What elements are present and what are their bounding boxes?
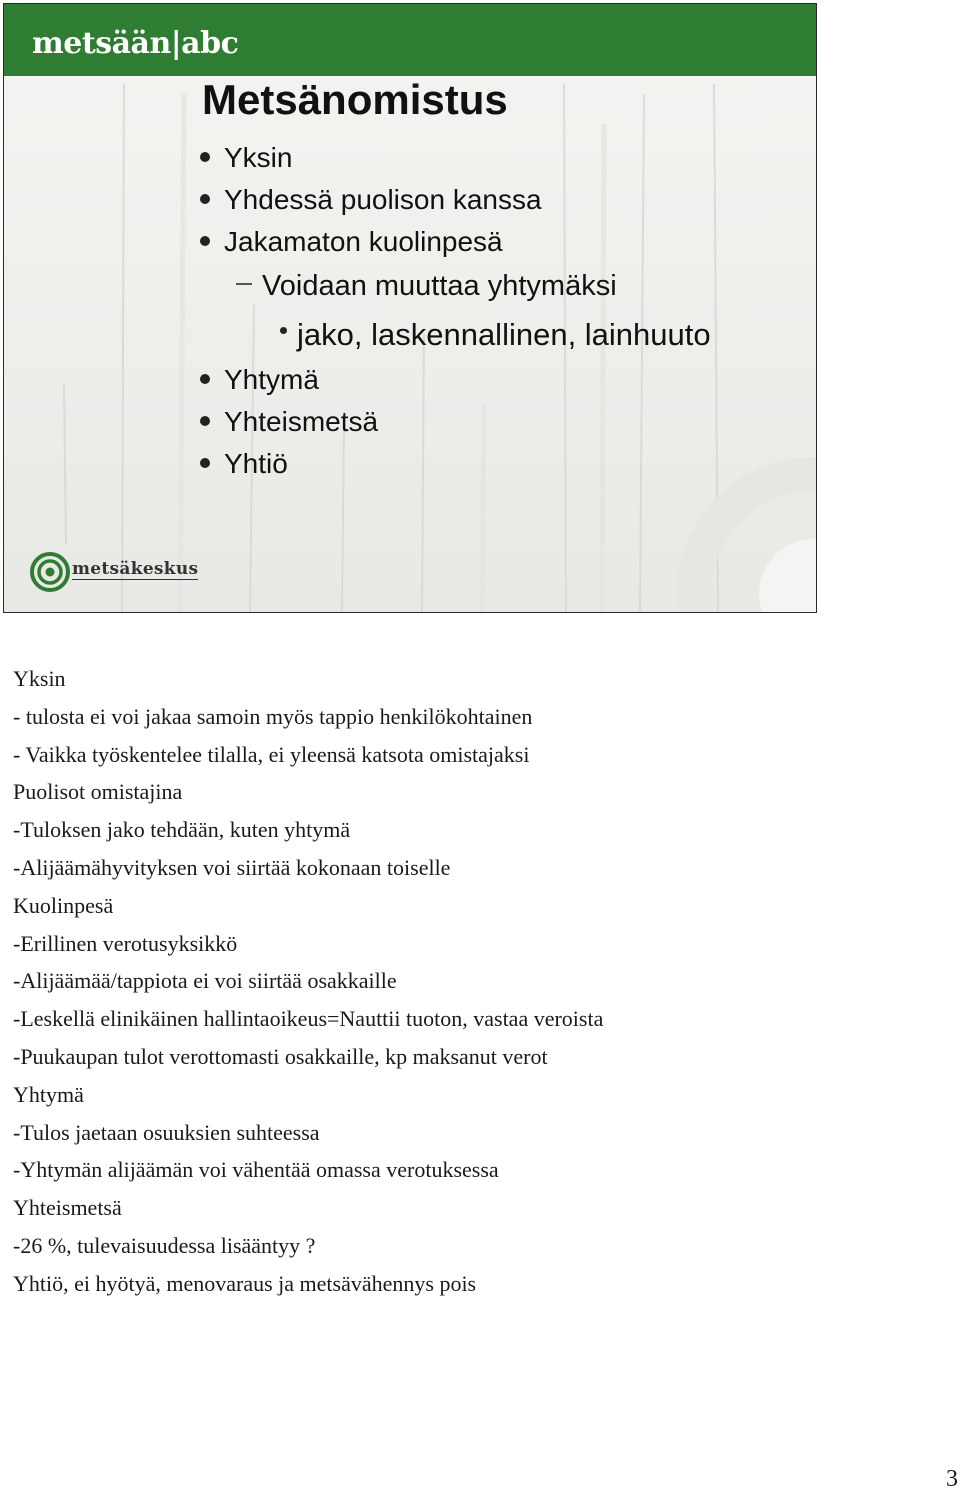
bullet-dot-icon — [200, 458, 210, 468]
note-line: -Yhtymän alijäämän voi vähentää omassa verotuksessa — [13, 1157, 499, 1183]
bullet-dot-icon — [200, 374, 210, 384]
speaker-notes — [13, 660, 913, 1303]
slide-bullet-6: Yhtiö — [200, 448, 288, 480]
note-line: Yksin — [13, 666, 66, 691]
note-line: Kuolinpesä — [13, 892, 114, 918]
note-line: -Erillinen verotusyksikkö — [13, 930, 238, 956]
metsakeskus-logo-text: metsäkeskus — [72, 559, 199, 579]
slide-header-bar — [4, 4, 816, 76]
bullet-dot-icon — [200, 416, 210, 426]
note-line: - Vaikka työskentelee tilalla, ei yleensä katsota omistajaksi — [13, 741, 530, 767]
note-line: Yhteismetsä — [13, 1195, 122, 1221]
slide-bullet-4: Yhtymä — [200, 364, 319, 396]
decorative-ring-watermark — [664, 364, 816, 612]
slide-bullet-2: Yhdessä puolison kanssa — [200, 184, 542, 216]
note-line: - tulosta ei voi jakaa samoin myös tappio henkilökohtainen — [13, 703, 533, 729]
slide-subsubbullet: jako, laskennallinen, lainhuuto — [280, 317, 711, 353]
note-line: -Leskellä elinikäinen hallintaoikeus=Nauttii tuoton, vastaa veroista — [13, 1006, 604, 1032]
slide-bullet-5: Yhteismetsä — [200, 406, 378, 438]
dash-bullet-icon — [236, 283, 252, 285]
bullet-dot-icon — [200, 152, 210, 162]
note-line: -Alijäämää/tappiota ei voi siirtää osakkaille — [13, 968, 397, 994]
slide-title: Metsänomistus — [202, 76, 508, 123]
page-number: 3 — [946, 1466, 958, 1492]
brand-logo-text: metsään|abc — [32, 26, 239, 61]
metsakeskus-logo-icon — [30, 552, 70, 592]
bullet-dot-icon — [280, 327, 287, 334]
bullet-dot-icon — [200, 236, 210, 246]
note-line: -Tuloksen jako tehdään, kuten yhtymä — [13, 817, 351, 843]
note-line: -Alijäämähyvityksen voi siirtää kokonaan toiselle — [13, 854, 451, 880]
note-line: Puolisot omistajina — [13, 779, 183, 805]
slide-subbullet: Voidaan muuttaa yhtymäksi — [236, 270, 617, 303]
note-line: Yhtymä — [13, 1081, 84, 1107]
slide-bullet-1: Yksin — [200, 142, 292, 174]
bullet-dot-icon — [200, 194, 210, 204]
slide-bullet-3: Jakamaton kuolinpesä — [200, 226, 503, 258]
note-line: -26 %, tulevaisuudessa lisääntyy ? — [13, 1232, 316, 1258]
slide-thumbnail — [3, 3, 817, 613]
note-line: -Tulos jaetaan osuuksien suhteessa — [13, 1119, 320, 1145]
note-line: Yhtiö, ei hyötyä, menovaraus ja metsävähennys pois — [13, 1270, 477, 1296]
note-line: -Puukaupan tulot verottomasti osakkaille, kp maksanut verot — [13, 1043, 548, 1069]
